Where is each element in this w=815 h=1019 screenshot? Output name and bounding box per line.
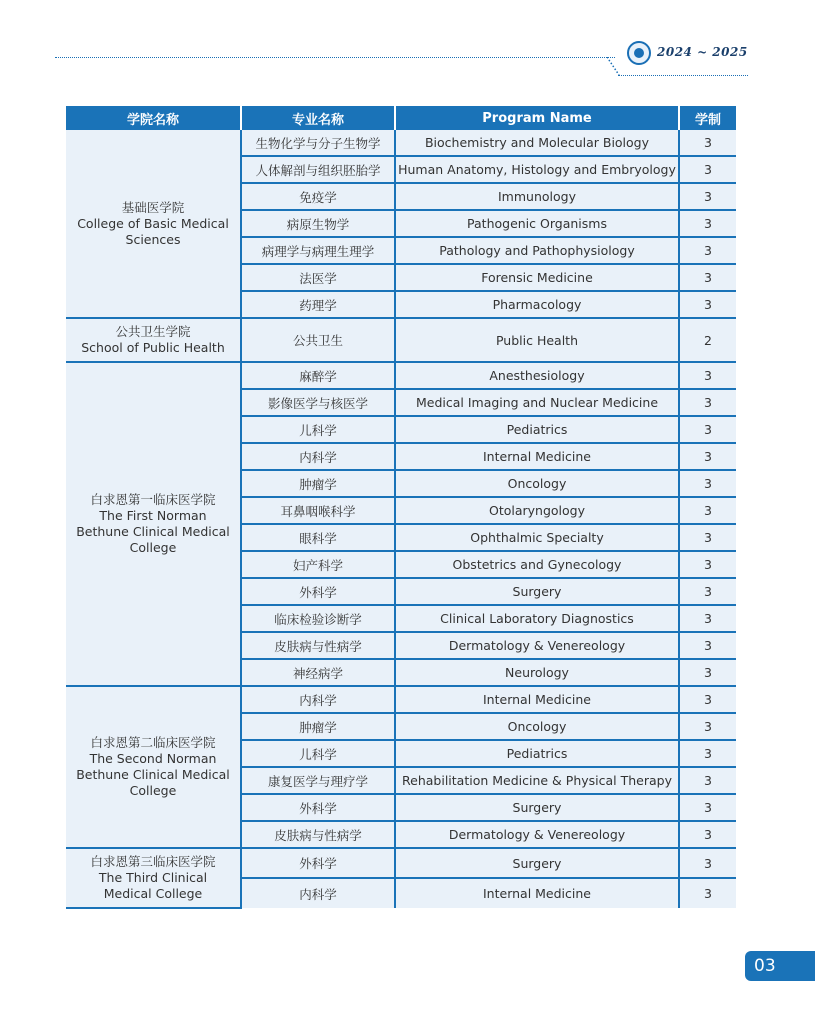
major-cn-cell: 临床检验诊断学: [241, 605, 395, 632]
duration-cell: 3: [679, 291, 736, 318]
duration-cell: 3: [679, 416, 736, 443]
program-name-cell: Ophthalmic Specialty: [395, 524, 679, 551]
college-cell: [66, 686, 241, 848]
duration-cell: 3: [679, 821, 736, 848]
program-name-cell: Neurology: [395, 659, 679, 686]
duration-cell: 3: [679, 632, 736, 659]
duration-cell: 3: [679, 878, 736, 908]
academic-year: 2024 ~ 2025: [657, 45, 748, 59]
program-name-cell: Surgery: [395, 794, 679, 821]
major-cn-cell: 耳鼻咽喉科学: [241, 497, 395, 524]
university-logo-icon: [627, 41, 651, 65]
college-cell: [66, 130, 241, 318]
duration-cell: 3: [679, 443, 736, 470]
duration-cell: 3: [679, 264, 736, 291]
table-row: [66, 130, 736, 156]
duration-cell: 2: [679, 318, 736, 362]
header-duration: 学制: [679, 106, 736, 130]
major-cn-cell: 麻醉学: [241, 362, 395, 389]
major-cn-cell: 内科学: [241, 686, 395, 713]
duration-cell: 3: [679, 389, 736, 416]
duration-cell: 3: [679, 713, 736, 740]
program-name-cell: Dermatology & Venereology: [395, 821, 679, 848]
program-name-cell: Anesthesiology: [395, 362, 679, 389]
college-name-en: College of Basic Medical Sciences: [77, 215, 229, 247]
duration-cell: 3: [679, 605, 736, 632]
major-cn-cell: 肿瘤学: [241, 470, 395, 497]
program-name-cell: Internal Medicine: [395, 686, 679, 713]
duration-cell: 3: [679, 210, 736, 237]
duration-cell: 3: [679, 767, 736, 794]
major-cn-cell: 皮肤病与性病学: [241, 632, 395, 659]
major-cn-cell: 皮肤病与性病学: [241, 821, 395, 848]
major-cn-cell: 药理学: [241, 291, 395, 318]
major-cn-cell: 影像医学与核医学: [241, 389, 395, 416]
major-cn-cell: 肿瘤学: [241, 713, 395, 740]
program-name-cell: Obstetrics and Gynecology: [395, 551, 679, 578]
major-cn-cell: 外科学: [241, 578, 395, 605]
major-cn-cell: 儿科学: [241, 740, 395, 767]
program-name-cell: Pediatrics: [395, 416, 679, 443]
duration-cell: 3: [679, 130, 736, 156]
major-cn-cell: 内科学: [241, 443, 395, 470]
header-line-bend: [607, 57, 625, 76]
duration-cell: 3: [679, 659, 736, 686]
duration-cell: 3: [679, 848, 736, 878]
duration-cell: 3: [679, 686, 736, 713]
header-program-name: Program Name: [395, 106, 679, 130]
major-cn-cell: 妇产科学: [241, 551, 395, 578]
college-name-cn: 公共卫生学院: [115, 324, 191, 339]
program-name-cell: Forensic Medicine: [395, 264, 679, 291]
header-college: 学院名称: [66, 106, 241, 130]
duration-cell: 3: [679, 551, 736, 578]
program-name-cell: Surgery: [395, 848, 679, 878]
major-cn-cell: 神经病学: [241, 659, 395, 686]
college-name-cn: 基础医学院: [121, 199, 185, 215]
program-name-cell: Surgery: [395, 578, 679, 605]
table-body: [66, 130, 736, 908]
major-cn-cell: 康复医学与理疗学: [241, 767, 395, 794]
header-major-cn: 专业名称: [241, 106, 395, 130]
college-cell: [66, 848, 241, 908]
college-cell: [66, 362, 241, 686]
major-cn-cell: 生物化学与分子生物学: [241, 130, 395, 156]
major-cn-cell: 法医学: [241, 264, 395, 291]
table-header-row: [66, 106, 736, 130]
college-name-en: The Second Norman Bethune Clinical Medical College: [76, 751, 230, 798]
program-name-cell: Pediatrics: [395, 740, 679, 767]
major-cn-cell: 外科学: [241, 794, 395, 821]
program-name-cell: Medical Imaging and Nuclear Medicine: [395, 389, 679, 416]
program-name-cell: Dermatology & Venereology: [395, 632, 679, 659]
table-row: [66, 686, 736, 713]
major-cn-cell: 病理学与病理生理学: [241, 237, 395, 264]
program-table: [66, 106, 736, 909]
program-name-cell: Biochemistry and Molecular Biology: [395, 130, 679, 156]
college-cell: [66, 318, 241, 362]
duration-cell: 3: [679, 362, 736, 389]
table-row: [66, 848, 736, 878]
program-name-cell: Otolaryngology: [395, 497, 679, 524]
major-cn-cell: 内科学: [241, 878, 395, 908]
header-dotted-line-lower: [618, 75, 748, 76]
program-name-cell: Immunology: [395, 183, 679, 210]
duration-cell: 3: [679, 497, 736, 524]
college-name-en: The First Norman Bethune Clinical Medical College: [76, 508, 230, 555]
duration-cell: 3: [679, 524, 736, 551]
program-name-cell: Internal Medicine: [395, 878, 679, 908]
duration-cell: 3: [679, 740, 736, 767]
major-cn-cell: 人体解剖与组织胚胎学: [241, 156, 395, 183]
duration-cell: 3: [679, 156, 736, 183]
header-dotted-line: [55, 57, 615, 58]
program-name-cell: Oncology: [395, 470, 679, 497]
duration-cell: 3: [679, 237, 736, 264]
major-cn-cell: 公共卫生: [241, 318, 395, 362]
major-cn-cell: 外科学: [241, 848, 395, 878]
college-name-cn: 白求恩第二临床医学院: [90, 735, 216, 750]
program-name-cell: Pathology and Pathophysiology: [395, 237, 679, 264]
duration-cell: 3: [679, 183, 736, 210]
major-cn-cell: 病原生物学: [241, 210, 395, 237]
college-name-en: School of Public Health: [81, 340, 225, 355]
college-name-cn: 白求恩第一临床医学院: [90, 492, 216, 507]
college-name-cn: 白求恩第三临床医学院: [90, 854, 216, 869]
major-cn-cell: 免疫学: [241, 183, 395, 210]
program-name-cell: Oncology: [395, 713, 679, 740]
program-name-cell: Public Health: [395, 318, 679, 362]
duration-cell: 3: [679, 794, 736, 821]
program-name-cell: Rehabilitation Medicine & Physical Therapy: [395, 767, 679, 794]
program-name-cell: Clinical Laboratory Diagnostics: [395, 605, 679, 632]
major-cn-cell: 眼科学: [241, 524, 395, 551]
program-name-cell: Pharmacology: [395, 291, 679, 318]
page-number: 03: [745, 951, 815, 981]
program-name-cell: Internal Medicine: [395, 443, 679, 470]
duration-cell: 3: [679, 470, 736, 497]
major-cn-cell: 儿科学: [241, 416, 395, 443]
program-name-cell: Human Anatomy, Histology and Embryology: [395, 156, 679, 183]
table-row: [66, 318, 736, 362]
table-row: [66, 362, 736, 389]
program-name-cell: Pathogenic Organisms: [395, 210, 679, 237]
college-name-en: The Third Clinical Medical College: [98, 870, 208, 901]
duration-cell: 3: [679, 578, 736, 605]
